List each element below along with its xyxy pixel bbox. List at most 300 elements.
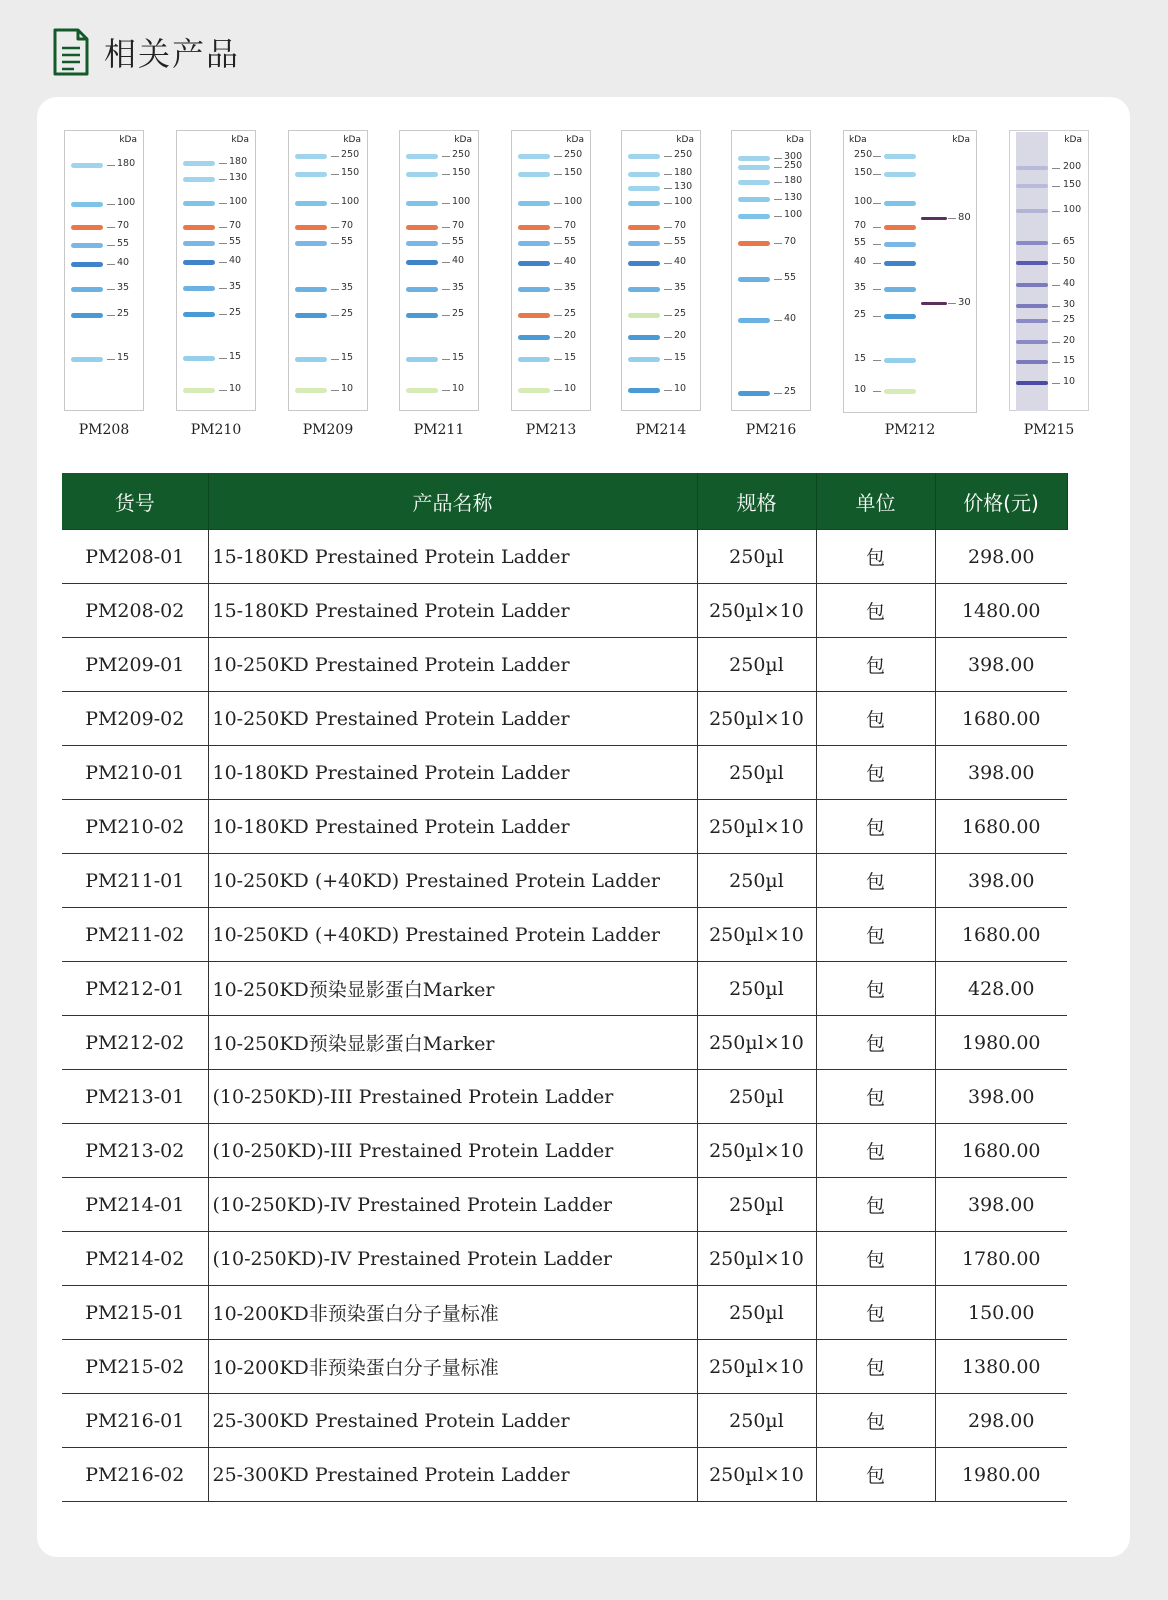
band-label: 25 [854, 309, 867, 320]
product-code: PM208-01 [62, 530, 208, 584]
band-tick [331, 315, 339, 316]
gel-image [511, 130, 591, 411]
band-tick [442, 315, 450, 316]
band-label: 40 [1063, 278, 1076, 289]
ladder-band [738, 277, 770, 282]
band-label: 50 [1063, 256, 1076, 267]
ladder-name: PM208 [78, 422, 130, 438]
band-label: 10 [564, 383, 577, 394]
band-tick [774, 167, 782, 168]
band-tick [873, 227, 881, 228]
band-label: 15 [854, 353, 867, 364]
ladder-band [518, 154, 550, 159]
product-unit: 包 [816, 692, 935, 746]
band-tick [107, 204, 115, 205]
product-unit: 包 [816, 908, 935, 962]
ladder-band [738, 318, 770, 323]
table-row [62, 800, 1067, 854]
band-label-secondary: 80 [958, 212, 971, 223]
band-tick [219, 163, 227, 164]
ladder-band [884, 242, 916, 247]
band-tick [774, 243, 782, 244]
gel-image [399, 130, 479, 411]
ladder-band [406, 154, 438, 159]
band-label: 35 [564, 282, 577, 293]
band-tick [774, 199, 782, 200]
product-unit: 包 [816, 1070, 935, 1124]
band-tick [664, 243, 672, 244]
band-label: 30 [1063, 299, 1076, 310]
band-label: 100 [564, 196, 583, 207]
band-label: 150 [564, 167, 583, 178]
col-header-code: 货号 [62, 473, 208, 530]
product-unit: 包 [816, 746, 935, 800]
band-label: 10 [854, 384, 867, 395]
product-spec: 250µl×10 [697, 800, 816, 854]
ladder-band [628, 172, 660, 177]
table-row [62, 1070, 1067, 1124]
ladder-band [628, 313, 660, 318]
product-unit: 包 [816, 1394, 935, 1448]
band-tick [219, 390, 227, 391]
product-unit: 包 [816, 584, 935, 638]
band-tick [664, 156, 672, 157]
band-label: 250 [341, 149, 360, 160]
product-spec: 250µl [697, 962, 816, 1016]
band-label: 100 [674, 196, 693, 207]
product-code: PM212-02 [62, 1016, 208, 1070]
ladder-band [183, 177, 215, 182]
band-tick [873, 289, 881, 290]
band-tick [442, 390, 450, 391]
ladder-band [406, 287, 438, 292]
table-row [62, 1016, 1067, 1070]
ladder-band [406, 241, 438, 246]
ladder-band [518, 225, 550, 230]
kda-label: kDa [676, 135, 694, 145]
product-price: 398.00 [935, 854, 1067, 908]
product-price: 1680.00 [935, 1124, 1067, 1178]
ladder-name: PM210 [190, 422, 242, 438]
product-spec: 250µl [697, 530, 816, 584]
band-label: 20 [564, 330, 577, 341]
ladder-name: PM209 [302, 422, 354, 438]
product-name: (10-250KD)-III Prestained Protein Ladder [208, 1124, 697, 1178]
ladder-band [71, 202, 103, 207]
page-header [52, 22, 240, 82]
kda-label: kDa [849, 135, 867, 145]
band-tick [1052, 362, 1060, 363]
ladder-name: PM214 [635, 422, 687, 438]
product-code: PM209-02 [62, 692, 208, 746]
band-tick [442, 289, 450, 290]
product-name: 15-180KD Prestained Protein Ladder [208, 584, 697, 638]
product-name: 10-250KD预染显影蛋白Marker [208, 1016, 697, 1070]
band-tick [664, 263, 672, 264]
product-code: PM215-01 [62, 1286, 208, 1340]
band-label: 25 [117, 308, 130, 319]
product-unit: 包 [816, 854, 935, 908]
product-price: 298.00 [935, 530, 1067, 584]
product-code: PM216-01 [62, 1394, 208, 1448]
band-label: 150 [1063, 179, 1082, 190]
ladder-band [738, 165, 770, 170]
product-name: 10-200KD非预染蛋白分子量标准 [208, 1340, 697, 1394]
band-label: 70 [674, 220, 687, 231]
product-name: (10-250KD)-III Prestained Protein Ladder [208, 1070, 697, 1124]
ladder-band [71, 243, 103, 248]
band-label: 25 [784, 386, 797, 397]
band-tick [107, 227, 115, 228]
band-label: 25 [1063, 314, 1076, 325]
ladder-band [628, 225, 660, 230]
product-code: PM213-01 [62, 1070, 208, 1124]
band-label: 40 [784, 313, 797, 324]
band-tick [331, 174, 339, 175]
ladder-band [183, 286, 215, 291]
ladder-pm210 [176, 130, 256, 440]
ladder-band [628, 261, 660, 266]
product-price: 1980.00 [935, 1448, 1067, 1502]
band-tick [873, 391, 881, 392]
product-unit: 包 [816, 1286, 935, 1340]
band-label: 250 [784, 160, 803, 171]
band-tick [442, 174, 450, 175]
ladder-band [884, 154, 916, 159]
ladder-band [406, 260, 438, 265]
ladder-band [518, 261, 550, 266]
ladder-band-secondary [921, 217, 947, 220]
col-header-name: 产品名称 [208, 473, 697, 530]
band-tick [331, 227, 339, 228]
band-tick [107, 289, 115, 290]
band-label: 35 [229, 281, 242, 292]
product-unit: 包 [816, 1124, 935, 1178]
band-label: 180 [117, 158, 136, 169]
band-label: 40 [229, 255, 242, 266]
band-tick [442, 156, 450, 157]
product-price: 1980.00 [935, 1016, 1067, 1070]
band-label: 40 [452, 255, 465, 266]
band-tick [1052, 186, 1060, 187]
kda-label: kDa [454, 135, 472, 145]
ladder-band [183, 241, 215, 246]
band-label: 10 [674, 383, 687, 394]
band-label: 35 [674, 282, 687, 293]
product-spec: 250µl×10 [697, 1340, 816, 1394]
band-tick [331, 390, 339, 391]
band-tick [664, 227, 672, 228]
gel-image [176, 130, 256, 411]
product-code: PM214-01 [62, 1178, 208, 1232]
table-row [62, 1178, 1067, 1232]
table-row [62, 1124, 1067, 1178]
band-tick [664, 337, 672, 338]
band-label: 25 [452, 308, 465, 319]
band-tick [664, 359, 672, 360]
band-tick [331, 243, 339, 244]
ladder-band [1016, 340, 1048, 344]
band-label-secondary: 30 [958, 297, 971, 308]
band-tick [554, 315, 562, 316]
band-label: 35 [854, 282, 867, 293]
product-unit: 包 [816, 1016, 935, 1070]
band-label: 55 [784, 272, 797, 283]
band-label: 300 [784, 151, 803, 162]
ladder-band [884, 389, 916, 394]
band-label: 180 [784, 175, 803, 186]
product-unit: 包 [816, 1448, 935, 1502]
ladder-band [295, 154, 327, 159]
product-code: PM214-02 [62, 1232, 208, 1286]
ladder-band [1016, 319, 1048, 323]
ladder-band [295, 241, 327, 246]
ladder-name: PM212 [884, 422, 936, 438]
band-tick [554, 203, 562, 204]
band-label: 70 [229, 220, 242, 231]
band-label: 250 [564, 149, 583, 160]
ladder-band [406, 357, 438, 362]
product-price: 150.00 [935, 1286, 1067, 1340]
band-tick [664, 174, 672, 175]
band-tick [219, 262, 227, 263]
band-tick [331, 203, 339, 204]
ladder-band [71, 357, 103, 362]
band-label: 55 [564, 236, 577, 247]
band-label: 15 [341, 352, 354, 363]
band-tick [107, 165, 115, 166]
table-row [62, 638, 1067, 692]
ladder-band [1016, 261, 1048, 265]
product-unit: 包 [816, 530, 935, 584]
ladder-band [295, 287, 327, 292]
ladder-band [1016, 241, 1048, 245]
band-label: 55 [341, 236, 354, 247]
band-tick [219, 243, 227, 244]
band-label: 55 [117, 238, 130, 249]
band-tick [554, 289, 562, 290]
band-tick [664, 188, 672, 189]
ladder-band [1016, 209, 1048, 213]
ladder-band [71, 313, 103, 318]
content-card [37, 97, 1130, 1557]
band-tick [1052, 285, 1060, 286]
product-code: PM212-01 [62, 962, 208, 1016]
product-unit: 包 [816, 1232, 935, 1286]
product-spec: 250µl [697, 1178, 816, 1232]
product-name: 10-180KD Prestained Protein Ladder [208, 746, 697, 800]
ladder-band [183, 312, 215, 317]
ladder-band [738, 241, 770, 246]
ladder-band [628, 186, 660, 191]
product-name: 10-250KD预染显影蛋白Marker [208, 962, 697, 1016]
ladder-gallery [62, 130, 1107, 450]
band-label: 15 [674, 352, 687, 363]
ladder-band [518, 388, 550, 393]
ladder-band [518, 201, 550, 206]
ladder-band [1016, 304, 1048, 308]
ladder-band [628, 388, 660, 393]
band-tick [554, 227, 562, 228]
product-name: 10-250KD (+40KD) Prestained Protein Ladder [208, 908, 697, 962]
band-label: 10 [1063, 376, 1076, 387]
product-spec: 250µl [697, 1394, 816, 1448]
band-tick [107, 245, 115, 246]
product-spec: 250µl×10 [697, 1016, 816, 1070]
band-tick [664, 203, 672, 204]
band-tick [774, 182, 782, 183]
table-row [62, 1448, 1067, 1502]
band-tick [107, 359, 115, 360]
band-tick [873, 174, 881, 175]
ladder-band [628, 287, 660, 292]
product-price: 298.00 [935, 1394, 1067, 1448]
ladder-band [1016, 381, 1048, 385]
col-header-unit: 单位 [816, 473, 935, 530]
product-name: 10-180KD Prestained Protein Ladder [208, 800, 697, 854]
band-label: 100 [1063, 204, 1082, 215]
table-row [62, 854, 1067, 908]
band-label: 150 [341, 167, 360, 178]
product-code: PM209-01 [62, 638, 208, 692]
band-tick [873, 263, 881, 264]
band-label: 35 [452, 282, 465, 293]
band-label: 100 [117, 197, 136, 208]
band-label: 70 [452, 220, 465, 231]
band-label: 130 [674, 181, 693, 192]
ladder-band [738, 197, 770, 202]
ladder-band [884, 172, 916, 177]
ladder-pm216 [731, 130, 811, 440]
ladder-band [1016, 283, 1048, 287]
band-label: 130 [229, 172, 248, 183]
product-name: 10-200KD非预染蛋白分子量标准 [208, 1286, 697, 1340]
gel-lane [1016, 132, 1048, 411]
kda-label: kDa [119, 135, 137, 145]
gel-image [621, 130, 701, 411]
band-tick [442, 359, 450, 360]
product-name: 25-300KD Prestained Protein Ladder [208, 1394, 697, 1448]
ladder-band [183, 161, 215, 166]
band-label: 100 [854, 196, 873, 207]
band-label: 70 [784, 236, 797, 247]
band-tick [1052, 342, 1060, 343]
product-spec: 250µl [697, 638, 816, 692]
product-spec: 250µl×10 [697, 692, 816, 746]
ladder-band [295, 388, 327, 393]
band-tick [774, 158, 782, 159]
ladder-pm212 [843, 130, 977, 440]
band-label: 20 [674, 330, 687, 341]
ladder-band [406, 172, 438, 177]
gel-image [288, 130, 368, 411]
band-label: 250 [452, 149, 471, 160]
kda-label: kDa [231, 135, 249, 145]
band-label: 15 [564, 352, 577, 363]
band-label: 180 [229, 156, 248, 167]
band-tick [107, 315, 115, 316]
ladder-band [884, 358, 916, 363]
product-name: (10-250KD)-IV Prestained Protein Ladder [208, 1232, 697, 1286]
band-label: 100 [341, 196, 360, 207]
product-spec: 250µl [697, 746, 816, 800]
table-row [62, 1394, 1067, 1448]
band-tick [331, 359, 339, 360]
band-label: 40 [854, 256, 867, 267]
band-tick [331, 289, 339, 290]
ladder-band [295, 172, 327, 177]
ladder-band [628, 335, 660, 340]
ladder-band [884, 261, 916, 266]
col-header-price: 价格(元) [935, 473, 1067, 530]
product-name: 10-250KD (+40KD) Prestained Protein Ladder [208, 854, 697, 908]
band-label: 150 [854, 167, 873, 178]
band-tick [774, 216, 782, 217]
band-tick [1052, 168, 1060, 169]
band-label: 15 [229, 351, 242, 362]
ladder-band [628, 357, 660, 362]
band-label: 55 [229, 236, 242, 247]
kda-label: kDa [1064, 135, 1082, 145]
product-price: 398.00 [935, 638, 1067, 692]
product-price: 428.00 [935, 962, 1067, 1016]
product-spec: 250µl [697, 1286, 816, 1340]
ladder-name: PM215 [1023, 422, 1075, 438]
band-label: 100 [452, 196, 471, 207]
ladder-band [518, 241, 550, 246]
ladder-band [1016, 184, 1048, 188]
product-spec: 250µl×10 [697, 1448, 816, 1502]
gel-image [1009, 130, 1089, 411]
band-tick [1052, 321, 1060, 322]
ladder-band [183, 388, 215, 393]
product-unit: 包 [816, 1178, 935, 1232]
table-row [62, 908, 1067, 962]
ladder-band [71, 262, 103, 267]
gel-image [843, 130, 977, 413]
band-tick [873, 316, 881, 317]
ladder-pm209 [288, 130, 368, 440]
band-label: 100 [229, 196, 248, 207]
product-price: 1680.00 [935, 800, 1067, 854]
band-label: 180 [674, 167, 693, 178]
product-code: PM215-02 [62, 1340, 208, 1394]
band-tick [1052, 211, 1060, 212]
product-price: 1380.00 [935, 1340, 1067, 1394]
ladder-band [295, 201, 327, 206]
ladder-pm211 [399, 130, 479, 440]
ladder-band [518, 335, 550, 340]
band-tick [331, 156, 339, 157]
product-unit: 包 [816, 800, 935, 854]
table-row [62, 1232, 1067, 1286]
ladder-band [1016, 360, 1048, 364]
ladder-pm208 [64, 130, 144, 440]
band-tick [1052, 243, 1060, 244]
table-header-row [62, 473, 1067, 530]
band-tick [219, 288, 227, 289]
band-tick [554, 243, 562, 244]
band-label: 40 [564, 256, 577, 267]
page-title: 相关产品 [104, 35, 241, 73]
band-label: 20 [1063, 335, 1076, 346]
product-spec: 250µl×10 [697, 908, 816, 962]
product-code: PM211-02 [62, 908, 208, 962]
band-tick [107, 264, 115, 265]
ladder-band-secondary [921, 302, 947, 305]
band-label: 70 [564, 220, 577, 231]
band-tick [774, 393, 782, 394]
